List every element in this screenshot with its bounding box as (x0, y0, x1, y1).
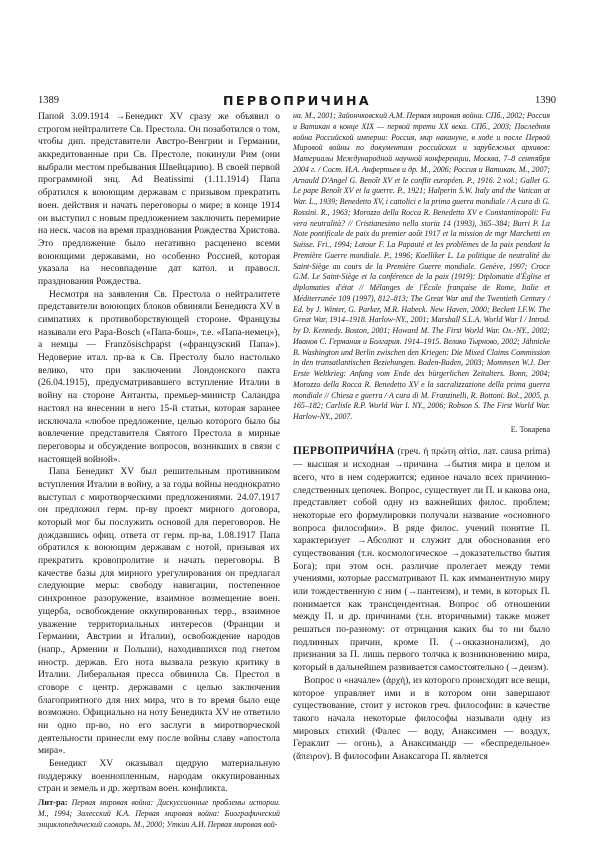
entry-text: единое начало всех причинно-следственных цепочек. Вопрос, существует ли П. и какова она, представляет собой одну из важнейших филос. проблем; некоторые его формулировки получали название «основного вопроса философии». В ряде филос. учений понятие П. характеризует →Абсолют и служит для обоснования его существования (т.н. космологическое →доказательство бытия Бога); при этом осн. различие пролегает между теми учениями, которые рассматривают П. как имманентную миру или тождественную с ним (→пантеизм), и теми, в которых П. понимается как трансцендентная. Вопрос об отношении между П. и др. причинами (т.н. вторичными) также может решаться по-разному: от отрицания каких бы то ни было подлинных причин, кроме П. (→окказионализм), до признания за П. лишь первого толчка к возникновению мира, который в дальнейшем развивается самостоятельно (→деизм). (293, 471, 551, 674)
entry-headword: ПЕРВОПРИЧИ́НА (293, 445, 395, 458)
paragraph: Несмотря на заявления Св. Престола о нейтралитете представители воюющих блоков обвиняли Бенедикта XV в симпатиях к противоборствующей стороне. Французы называли его Papa-Bosch («Папа-бош», т.е. «Папа-немец»), а немцы — Französischpapst («французский Папа»). Недоверие итал. пр-ва к Св. Престолу было настолько велико, что при заключении Лондонского пакта (26.04.1915), предусматривавшего вступление Италии в войну на стороне Антанты, премьер-министр Саландра настоял на внесении в него 15-й статьи, которая заранее исключала «любое предложение, целью которого было бы вовлечение представителя Святого Престола в мирные переговоры и обсуждение вопросов, возникших в связи с настоящей войной». (38, 288, 280, 465)
entry-paragraph: Вопрос о «начале» (ἀρχή), из которого происходят все вещи, которое управляет ими и в котором они завершают существование, стоит у истоков греч. философии: в качестве такого начала некоторые философы называли одну из мировых стихий (Фалес — воду, Анаксимен — воздух, Гераклит — огонь), а Анаксимандр — «беспредельное» (ἄπειρον). В философии Анаксагора П. является (293, 674, 550, 762)
right-column (293, 111, 550, 764)
left-column (38, 111, 280, 830)
page-number-left: 1389 (38, 95, 59, 106)
running-title: ПЕРВОПРИЧИНА (223, 93, 371, 108)
literature-label: Лит-ра: (38, 798, 68, 808)
paragraph: Папой 3.09.1914 →Бенедикт XV сразу же объявил о строгом нейтралитете Св. Престола. Он позаботился о том, чтобы дип. представители Австро-Венгрии и Германии, аккредитованные при Св. Престоле, покинули Рим (они выбрали местом пребывания Швейцарию). В своей первой программной энц. Ad Beatissimi (1.11.1914) Папа обратился к воюющим державам с призывом прекратить воен. действия и начать переговоры о мире; в конце 1914 он выступил с новым предложением заключить перемирие на неск. часов на время празднования Рождества Христова. Это предложение было негативно расценено всеми воюющими державами, но особенно Россией, которая указала на несовпадение дат катол. и правосл. празднования Рождества. (38, 111, 280, 287)
paragraph: Бенедикт XV оказывал щедрую материальную поддержку военнопленным, народам оккупированных стран и земель и др. жертвам воен. конфликта. (38, 758, 280, 795)
literature-continued: на. М., 2001; Зайончковский А.М. Первая мировая война. СПб., 2002; Россия и Ватикан в конце XIX — первой трети XX века. СПб., 2003; Последняя война Российской империи: Россия, мир накануне, в ходе и после Первой Мировой войны по документам российских и зарубежных архивов: Материалы Международной научной конференции, Москва, 7–8 сентября 2004 г. / Сост. И.А. Анфертьев и др. М., 2006; Россия и Ватикан. М., 2007; Arnauld D'Angel G. Benoît XV et le conflit européen. P., 1916. 2 vol.; Gallet G. Le pape Benoît XV et la guerre. P., 1921; Halperin S.W. Italy and the Vatican at War. L., 1939; Benedetto XV, i cattolici e la prima guerra mondiale / A cura di G. Rossini. R., 1963; Morozzo della Rocca R. Benedetto XV e Constantinopoli: Fu vera neutralità? // Cristianesimo nella storia 14 (1993), 365–384; Burri P. La Note pontificale de paix du premier août 1917 et la mission de mgr Marchetti en Suisse. Fri., 1994; Latour F. La Papauté et les problèmes de la paix pendant la Première Guerre mondiale. P., 1996; Koelliker L. La politique de neutralité du Saint-Siège au cours de la Première Guerre mondiale. Genève, 1997; Croce G.M. Le Saint-Siège et la conférence de la paix (1919): Diplomatie d'Église et diplomaties d'état // Mélanges de l'École française de Rome, Italie et Méditerranée 109 (1997), 812–813; The Great War and the Twentieth Century / Ed. by J. Winter, G. Parker, M.R. Habeck. New Haven, 2000; Beckett I.F.W. The Great War, 1914–1918. Harlow-NY., 2001; Marshall S.L.A. World War I / Introd. by D. Kennedy. Boston, 2001; Howard M. The First World War. Ox.-NY., 2002; Иванов С. Германия и Болгария. 1914–1915. Велико Тырново, 2002; Jähnicke B. Washington und Berlin zwischen den Kriegen: Die Mixed Claims Commission in den transatlantischen Beziehungen. Baden-Baden, 2003; Mommsen W.J. Der Erste Weltkrieg: Anfang vom Ende des bürgerlichen Zeitalters. Bonn, 2004; Morozzo della Rocca R. Benedetto XV e la sacralizzazione della prima guerra mondiale // Chiesa e guerra / A cura di M. Franzinelli, R. Bottoni. Bol., 2005, p. 165–182; Carlisle R.P. World War I. NY., 2006; Robson S. The First World War. Harlow-NY., 2007. (293, 111, 550, 421)
literature-block (38, 798, 280, 830)
literature-text: Первая мировая война: Дискуссионные проблемы истории. М., 1994; Залесский К.А. Первая мировая война: Биографический энциклопедический словарь. М., 2000; Уткин А.И. Первая мировая вой- (38, 798, 280, 829)
entry-definition-lead: — высшая и исходная →причина →бытия мира в целом и всего, что в нем содержится; (293, 459, 550, 483)
running-header (38, 95, 556, 109)
entry-paragraph (293, 445, 550, 674)
article-author: Е. Токарева (510, 424, 550, 434)
page-number-right: 1390 (535, 95, 556, 106)
paragraph: Папа Бенедикт XV был решительным противником вступления Италии в войну, а за годы войны неоднократно выступал с миротворческими предложениями. 24.07.1917 он предложил герм. пр-ву проект мирного договора, который мог бы послужить основой для переговоров. Не дождавшись офиц. ответа от герм. пр-ва, 1.08.1917 Папа обратился к воюющим державам с нотой, призывая их прекратить кровопролитие и начать переговоры. В качестве базы для мирного урегулирования он предлагал следующие меры: свободу навигации, постепенное синхронное разоружение, взаимное возмещение воен. ущерба, освобождение оккупированных терр., взаимное уважение территориальных интересов (Франции и Германии, Австрии и Италии), освобождение народов (напр., Армении и Польши), находившихся под гнетом иностр. держав. Его нота вызвала резкую критику в Италии. Либеральная пресса обвинила Св. Престол в сговоре с центр. державами с целью заключения благоприятного для них мира, что в то время было еще возможно. Официально на ноту Бенедикта XV не ответило ни одно пр-во, но его заслуги в миротворческой деятельности принесли ему после войны славу «апостола мира». (38, 466, 280, 757)
entry-etymology: (греч. ἡ πρώτη αἰτία, лат. causa prima) (394, 446, 550, 458)
